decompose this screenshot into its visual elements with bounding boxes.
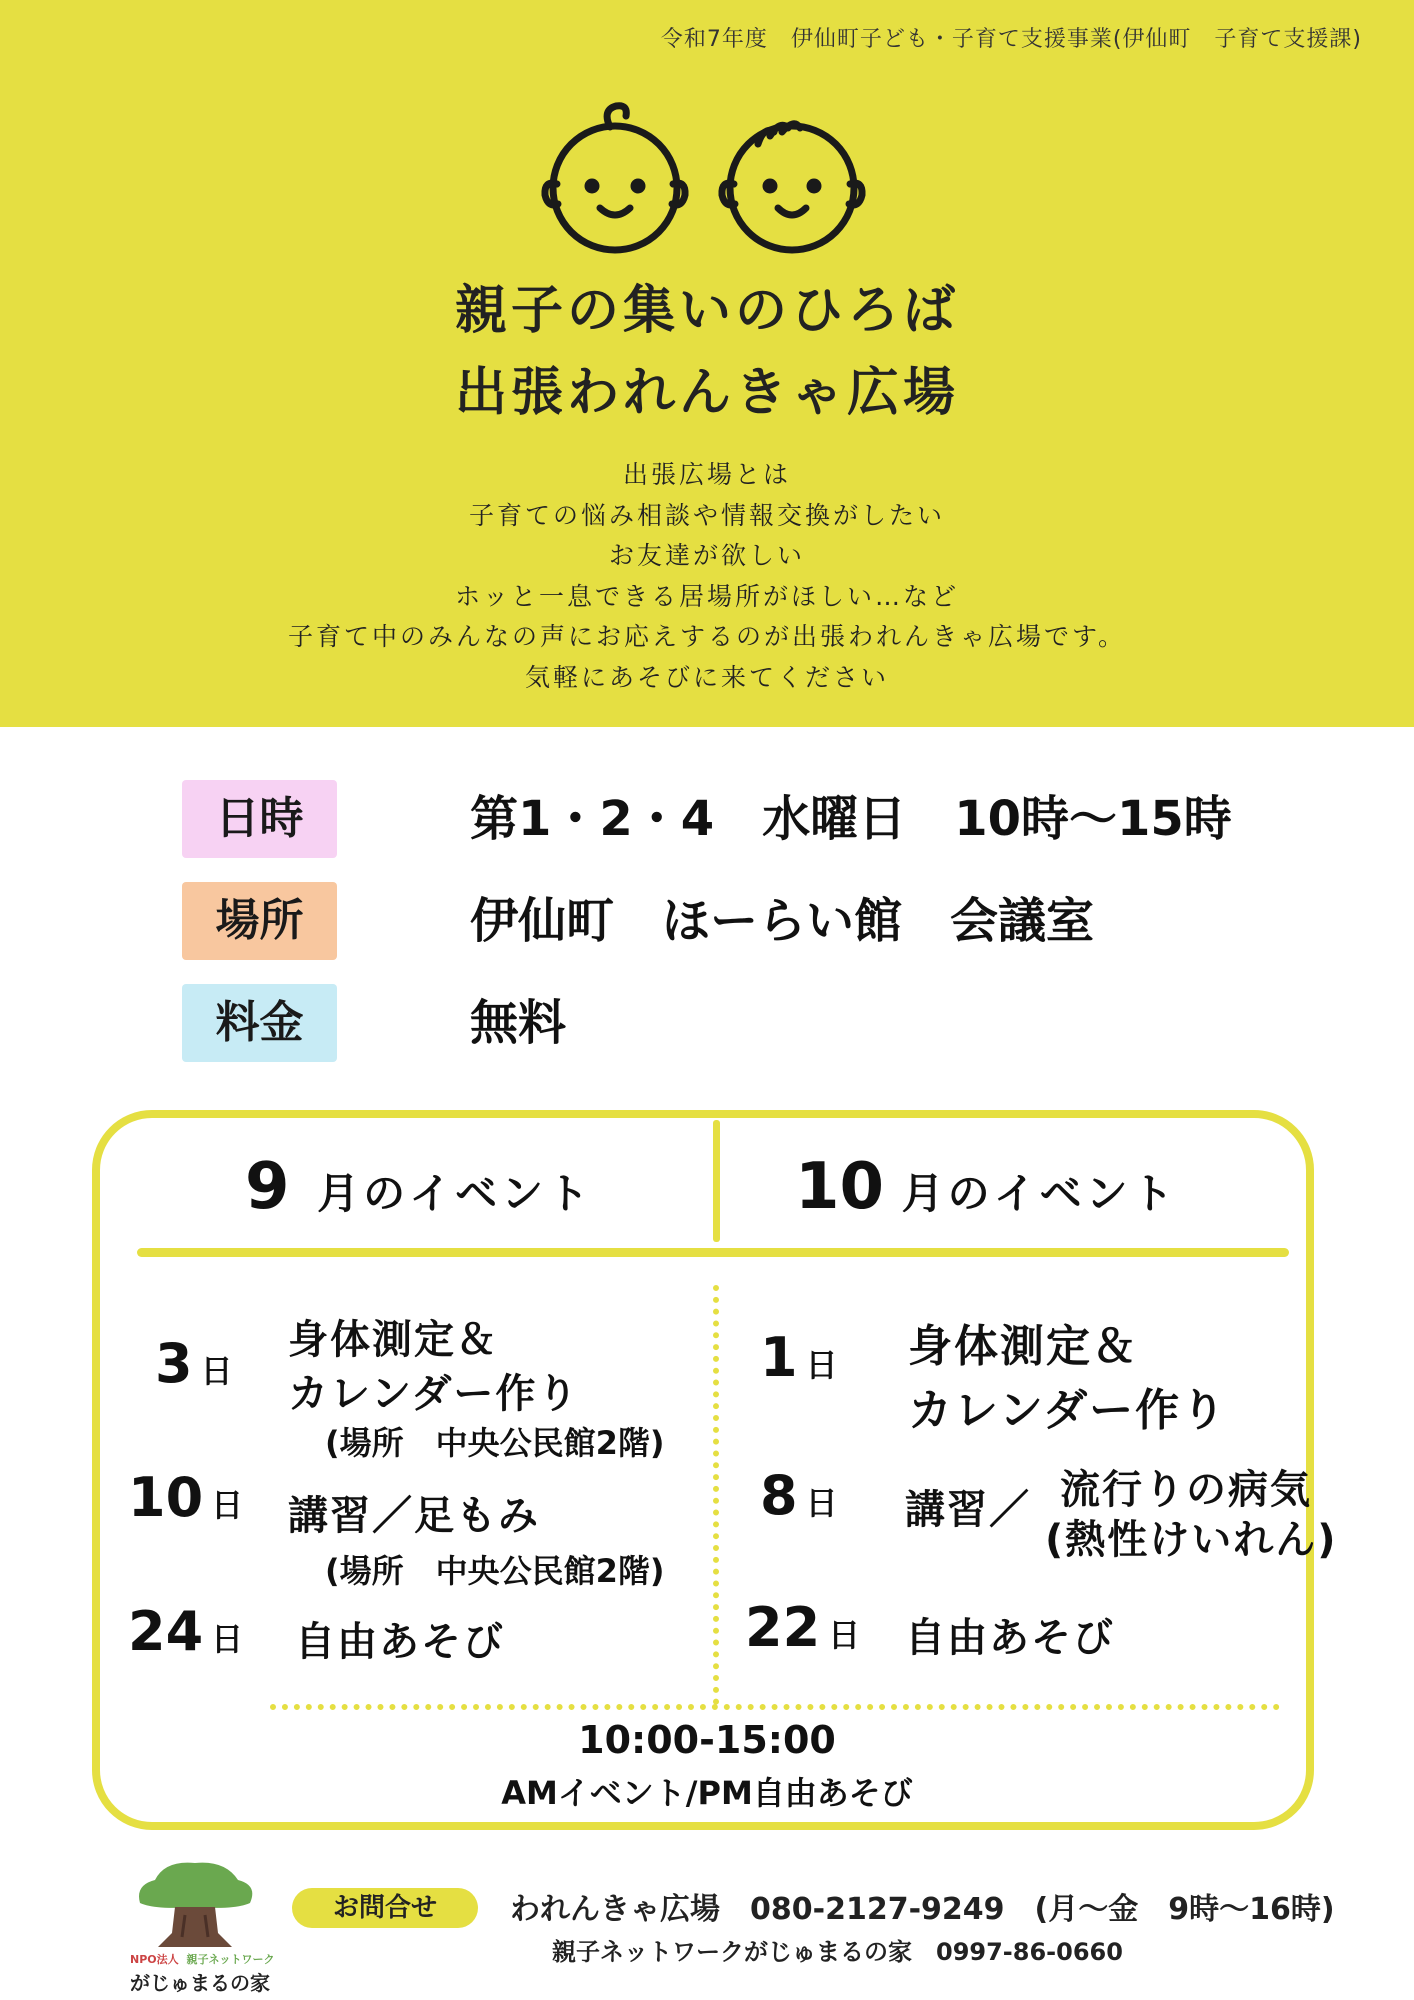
baby-face-left-icon <box>545 106 685 250</box>
intro-line: お友達が欲しい <box>608 541 805 570</box>
logo-org-type: NPO法人 <box>130 1953 179 1966</box>
oct-event-title: 流行りの病気 <box>1060 1467 1312 1513</box>
intro-line: 子育て中のみんなの声にお応えするのが出張われんきゃ広場です。 <box>287 622 1126 651</box>
day-unit: 日 <box>211 1486 244 1524</box>
intro-line: 気軽にあそびに来てください <box>524 662 889 692</box>
oct-event-title: (熱性けいれん) <box>1045 1517 1338 1563</box>
intro-text <box>0 455 1414 698</box>
dotted-divider-horizontal <box>270 1704 1280 1710</box>
sep-event-day <box>155 1332 233 1395</box>
baby-faces-illustration <box>530 100 890 260</box>
day-unit: 日 <box>805 1346 838 1384</box>
oct-event-prefix: 講習／ <box>905 1487 1031 1533</box>
oct-event-title: 自由あそび <box>905 1615 1115 1661</box>
day-number: 22 <box>745 1596 821 1659</box>
intro-line: 子育ての悩み相談や情報交換がしたい <box>468 500 945 530</box>
main-title: 親子の集いのひろば <box>454 281 959 341</box>
oct-event-day <box>760 1464 838 1527</box>
event-schedule: AMイベント/PM自由あそび <box>501 1774 913 1812</box>
september-month-number: 9 <box>245 1150 290 1224</box>
header-banner <box>0 0 1414 727</box>
fee-value: 無料 <box>470 995 567 1051</box>
day-number: 8 <box>760 1464 798 1527</box>
oct-event-day <box>760 1326 838 1389</box>
tag-datetime: 日時 <box>182 780 337 858</box>
day-number: 1 <box>760 1326 798 1389</box>
sep-event-title: カレンダー作り <box>288 1371 580 1417</box>
oct-event-title: カレンダー作り <box>908 1385 1228 1436</box>
tag-fee: 料金 <box>182 984 337 1062</box>
sep-event-location: (場所 中央公民館2階) <box>325 1552 665 1590</box>
tag-place: 場所 <box>182 882 337 960</box>
day-unit: 日 <box>828 1616 861 1654</box>
sep-event-day <box>128 1466 243 1529</box>
sep-event-title: 身体測定＆ <box>288 1317 498 1363</box>
day-unit: 日 <box>805 1484 838 1522</box>
day-unit: 日 <box>200 1352 233 1390</box>
contact-primary: われんきゃ広場 080-2127-9249 (月〜金 9時〜16時) <box>510 1892 1335 1927</box>
day-number: 3 <box>155 1332 193 1395</box>
baby-face-right-icon <box>722 124 862 250</box>
header-divider <box>137 1248 1289 1257</box>
october-month-number: 10 <box>795 1150 885 1224</box>
contact-secondary: 親子ネットワークがじゅまるの家 0997-86-0660 <box>552 1938 1123 1966</box>
place-value: 伊仙町 ほーらい館 会議室 <box>470 893 1095 949</box>
october-month-label: 月のイベント <box>901 1169 1178 1218</box>
logo-network: 親子ネットワーク <box>186 1953 275 1966</box>
sep-event-location: (場所 中央公民館2階) <box>325 1424 665 1462</box>
oct-event-day <box>745 1596 860 1659</box>
month-divider <box>713 1120 720 1242</box>
sub-title: 出張われんきゃ広場 <box>454 363 959 423</box>
september-month-label: 月のイベント <box>317 1169 594 1218</box>
tree-icon <box>130 1855 260 1955</box>
contact-badge: お問合せ <box>292 1888 478 1928</box>
intro-line: ホッと一息できる居場所がほしい…など <box>454 581 959 611</box>
intro-line: 出張広場とは <box>622 460 791 489</box>
day-number: 10 <box>128 1466 204 1529</box>
october-heading <box>795 1150 1178 1224</box>
day-unit: 日 <box>211 1620 244 1658</box>
sep-event-title: 講習／足もみ <box>288 1493 540 1539</box>
day-number: 24 <box>128 1600 204 1663</box>
september-heading <box>245 1150 593 1224</box>
gajumaru-logo <box>130 1855 275 1995</box>
logo-name: がじゅまるの家 <box>130 1971 270 1995</box>
sep-event-day <box>128 1600 243 1663</box>
event-time: 10:00-15:00 <box>578 1718 836 1762</box>
oct-event-title: 身体測定＆ <box>908 1321 1138 1372</box>
program-note: 令和7年度 伊仙町子ども・子育て支援事業(伊仙町 子育て支援課) <box>660 27 1362 52</box>
sep-event-title: 自由あそび <box>295 1619 505 1665</box>
datetime-value: 第1・2・4 水曜日 10時〜15時 <box>470 791 1232 847</box>
dotted-divider-vertical <box>713 1285 719 1705</box>
